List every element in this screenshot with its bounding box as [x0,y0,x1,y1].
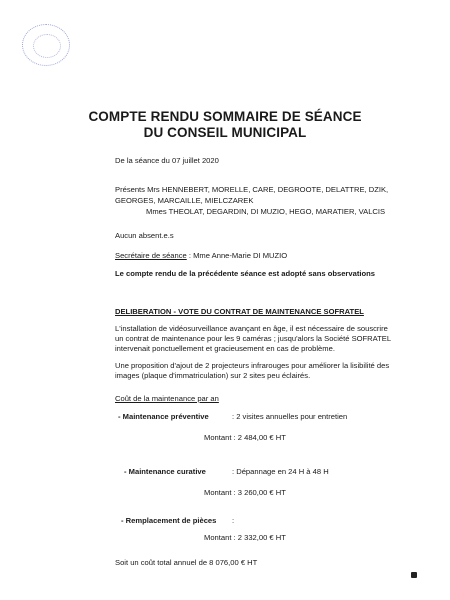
item-replacement-amount: Montant : 2 332,00 € HT [204,533,286,542]
body-p1-line3: intervenait ponctuellement et gracieusement en cas de problème. [115,344,335,353]
absents-text: Aucun absent.e.s [115,231,174,240]
item-curative-label: - Maintenance curative [124,467,206,476]
secretaire-value: : Mme Anne-Marie DI MUZIO [186,251,288,260]
presents-line2: GEORGES, MARCAILLE, MIELCZAREK [115,196,254,205]
document-title-line1: COMPTE RENDU SOMMAIRE DE SÉANCE [88,109,362,124]
item-curative-detail: : Dépannage en 24 H à 48 H [232,467,329,476]
item-preventive-label: - Maintenance préventive [118,412,209,421]
document-title-line2: DU CONSEIL MUNICIPAL [143,125,307,140]
presents-line3: Mmes THEOLAT, DEGARDIN, DI MUZIO, HEGO, MARATIER, VALCIS [146,207,386,216]
body-p1-line2: un contrat de maintenance pour les 9 caméras ; jusqu'alors la Société SOFRATEL [115,334,392,343]
presents-line1: Présents Mrs HENNEBERT, MORELLE, CARE, DEGROOTE, DELATTRE, DZIK, [115,185,389,194]
item-replacement-detail: : [232,516,235,525]
cost-heading: Coût de la maintenance par an [115,394,219,403]
item-preventive-amount: Montant : 2 484,00 € HT [204,433,286,442]
body-p2-line2: images (plaque d'immatriculation) sur 2 sites peu éclairés. [115,371,311,380]
adoption-statement: Le compte rendu de la précédente séance est adopté sans observations [115,269,375,278]
total-cost: Soit un coût total annuel de 8 076,00 € HT [115,558,258,567]
item-replacement-label: - Remplacement de pièces [121,516,217,525]
secretaire-line [115,252,287,260]
body-p1-line1: L'installation de vidéosurveillance avançant en âge, il est nécessaire de souscrire [115,324,388,333]
secretaire-label: Secrétaire de séance [115,251,187,260]
official-stamp [22,24,70,66]
seance-date: De la séance du 07 juillet 2020 [115,156,219,165]
page-marker [411,572,417,578]
item-curative-amount: Montant : 3 260,00 € HT [204,488,286,497]
deliberation-heading: DELIBERATION - VOTE DU CONTRAT DE MAINTENANCE SOFRATEL [115,307,364,316]
item-preventive-detail: : 2 visites annuelles pour entretien [232,412,348,421]
body-p2-line1: Une proposition d'ajout de 2 projecteurs infrarouges pour améliorer la lisibilité des [115,361,390,370]
